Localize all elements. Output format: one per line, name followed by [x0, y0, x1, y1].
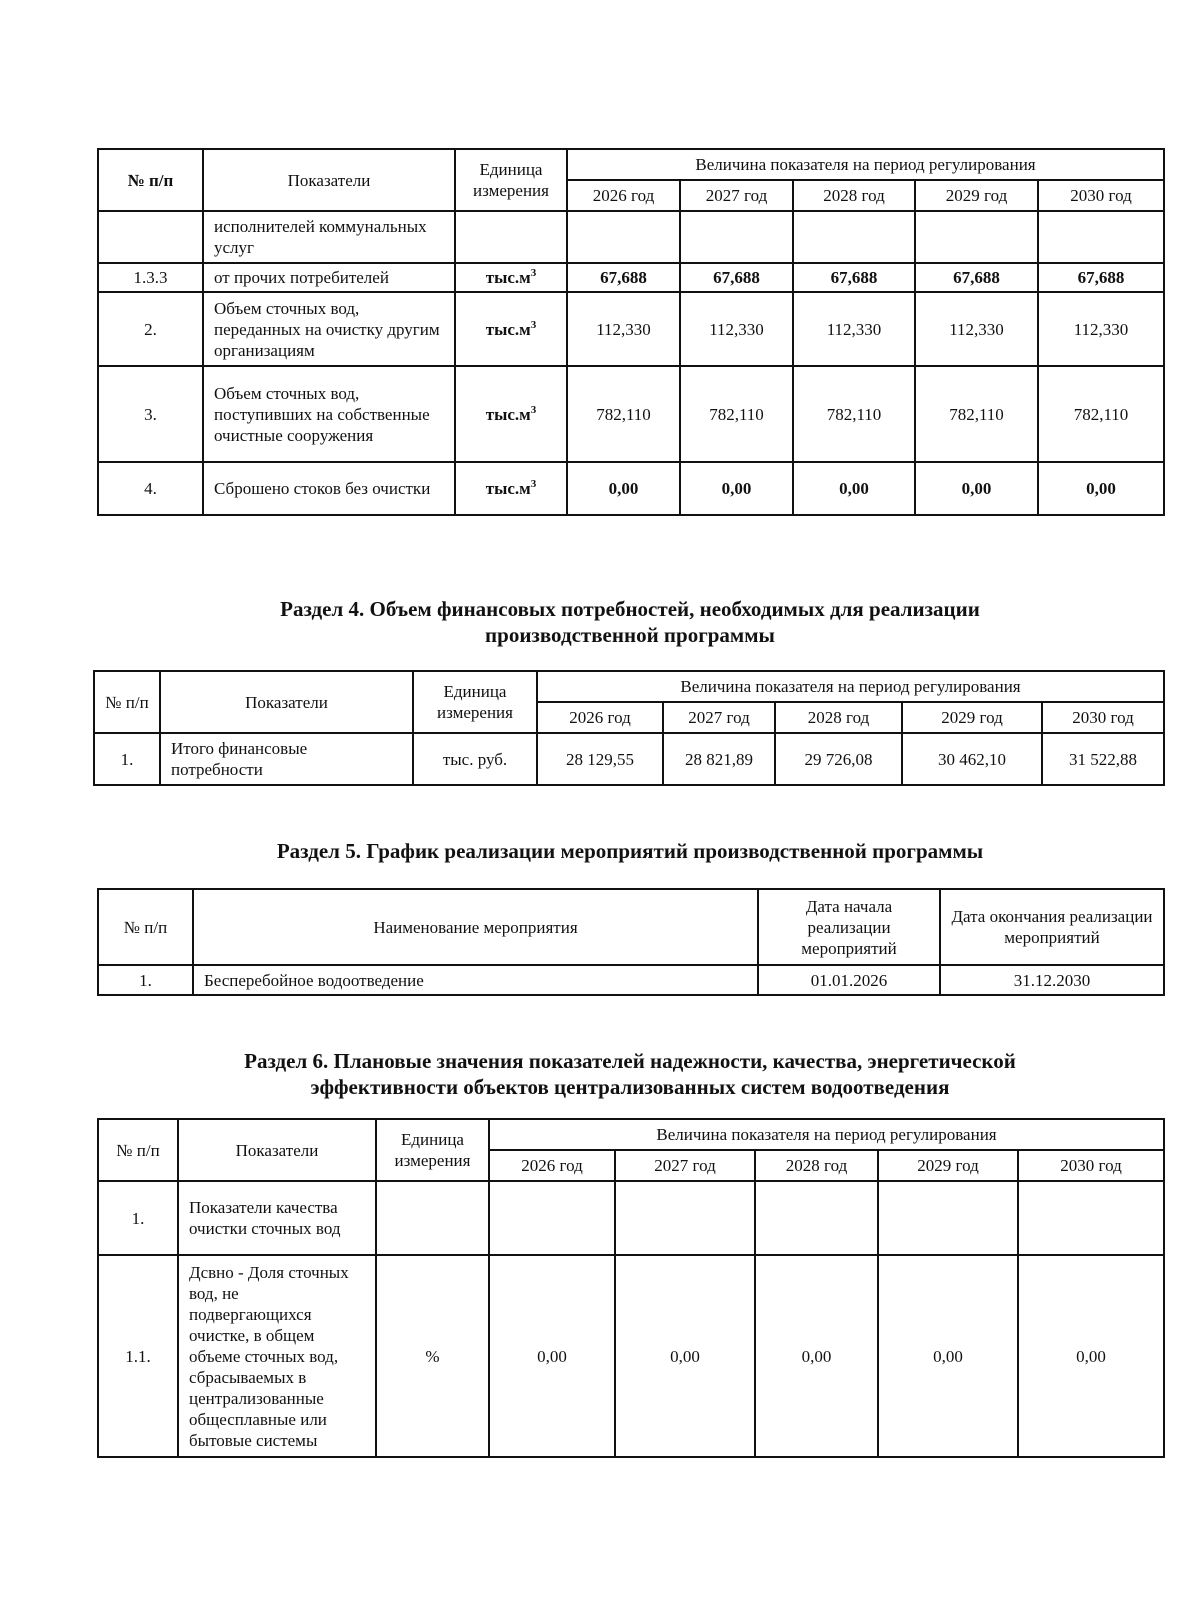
row-value: 0,00: [793, 462, 915, 515]
row-value: 67,688: [915, 263, 1038, 292]
header-num: № п/п: [98, 149, 203, 211]
row-name: Бесперебойное водоотведение: [193, 965, 758, 995]
header-indicator: Показатели: [160, 671, 413, 733]
row-value: 28 821,89: [663, 733, 775, 785]
row-value: 112,330: [793, 292, 915, 366]
header-start: Дата начала реализации мероприятий: [758, 889, 940, 965]
row-num: [98, 211, 203, 263]
row-value: [1018, 1181, 1164, 1255]
header-year: 2026 год: [567, 180, 680, 211]
header-year: 2030 год: [1038, 180, 1164, 211]
row-value: 782,110: [793, 366, 915, 462]
row-unit: [455, 211, 567, 263]
row-value: [793, 211, 915, 263]
section4-title: [97, 596, 1163, 648]
row-name: Итого финансовые потребности: [160, 733, 413, 785]
row-end: 31.12.2030: [940, 965, 1164, 995]
row-unit: [455, 292, 567, 366]
row-value: [878, 1181, 1018, 1255]
row-value: 31 522,88: [1042, 733, 1164, 785]
row-unit: [455, 366, 567, 462]
row-value: [615, 1181, 755, 1255]
table-schedule: [97, 888, 1165, 996]
row-value: [489, 1181, 615, 1255]
section4-title-line1: Раздел 4. Объем финансовых потребностей, необходимых для реализации: [280, 597, 980, 621]
header-num: № п/п: [98, 889, 193, 965]
row-num: 1.: [98, 1181, 178, 1255]
row-name: Объем сточных вод, поступивших на собственные очистные сооружения: [203, 366, 455, 462]
header-year: 2027 год: [663, 702, 775, 733]
section6-title-line1: Раздел 6. Плановые значения показателей надежности, качества, энергетической: [244, 1049, 1016, 1073]
row-value: 28 129,55: [537, 733, 663, 785]
row-value: 0,00: [680, 462, 793, 515]
row-value: 0,00: [1018, 1255, 1164, 1457]
row-value: 782,110: [680, 366, 793, 462]
header-num: № п/п: [98, 1119, 178, 1181]
section6-title-line2: эффективности объектов централизованных систем водоотведения: [310, 1075, 950, 1099]
row-value: [680, 211, 793, 263]
row-start: 01.01.2026: [758, 965, 940, 995]
header-indicator: Показатели: [178, 1119, 376, 1181]
unit-superscript: 3: [530, 318, 537, 331]
header-year: 2030 год: [1042, 702, 1164, 733]
header-year: 2028 год: [793, 180, 915, 211]
section5-title: Раздел 5. График реализации мероприятий производственной программы: [276, 839, 984, 863]
header-year: 2029 год: [915, 180, 1038, 211]
row-num: 1.3.3: [98, 263, 203, 292]
header-year: 2027 год: [680, 180, 793, 211]
row-value: 29 726,08: [775, 733, 902, 785]
row-value: 112,330: [915, 292, 1038, 366]
table-row: [94, 733, 1164, 785]
header-year: 2026 год: [489, 1150, 615, 1181]
unit-superscript: 3: [530, 403, 537, 416]
row-value: [1038, 211, 1164, 263]
row-num: 1.1.: [98, 1255, 178, 1457]
row-value: 112,330: [567, 292, 680, 366]
table-row: [98, 366, 1164, 462]
row-value: 0,00: [1038, 462, 1164, 515]
row-name: Показатели качества очистки сточных вод: [178, 1181, 376, 1255]
row-value: 30 462,10: [902, 733, 1042, 785]
row-unit: [455, 263, 567, 292]
row-num: 3.: [98, 366, 203, 462]
table-row: [98, 462, 1164, 515]
header-period: Величина показателя на период регулирования: [489, 1119, 1164, 1150]
header-unit: Единица измерения: [413, 671, 537, 733]
row-value: 782,110: [567, 366, 680, 462]
row-num: 1.: [98, 965, 193, 995]
unit-text: тыс.м: [485, 479, 531, 498]
table-row: [98, 965, 1164, 995]
header-year: 2029 год: [902, 702, 1042, 733]
row-value: [567, 211, 680, 263]
row-value: 782,110: [1038, 366, 1164, 462]
unit-text: тыс.м: [485, 268, 531, 287]
row-name: Сброшено стоков без очистки: [203, 462, 455, 515]
row-num: 2.: [98, 292, 203, 366]
row-value: 112,330: [1038, 292, 1164, 366]
header-period: Величина показателя на период регулирования: [567, 149, 1164, 180]
row-value: 0,00: [567, 462, 680, 515]
row-value: 0,00: [489, 1255, 615, 1457]
table-financial-needs: [93, 670, 1165, 786]
row-unit: [455, 462, 567, 515]
header-year: 2026 год: [537, 702, 663, 733]
row-value: 67,688: [680, 263, 793, 292]
row-value: 112,330: [680, 292, 793, 366]
row-value: 67,688: [567, 263, 680, 292]
header-year: 2030 год: [1018, 1150, 1164, 1181]
table-reliability: [97, 1118, 1165, 1458]
table-row: [98, 292, 1164, 366]
row-name: исполнителей коммунальных услуг: [203, 211, 455, 263]
header-unit: Единица измерения: [376, 1119, 489, 1181]
row-value: 0,00: [755, 1255, 878, 1457]
row-unit: [376, 1181, 489, 1255]
header-name: Наименование мероприятия: [193, 889, 758, 965]
section6-title: [97, 1048, 1163, 1100]
row-value: [755, 1181, 878, 1255]
table-row: [98, 1181, 1164, 1255]
row-name: от прочих потребителей: [203, 263, 455, 292]
row-unit: тыс. руб.: [413, 733, 537, 785]
row-num: 1.: [94, 733, 160, 785]
unit-superscript: 3: [530, 267, 537, 279]
row-num: 4.: [98, 462, 203, 515]
section4-title-line2: производственной программы: [485, 623, 775, 647]
unit-text: тыс.м: [485, 404, 531, 424]
row-value: [915, 211, 1038, 263]
row-unit: %: [376, 1255, 489, 1457]
row-value: 67,688: [1038, 263, 1164, 292]
row-value: 0,00: [915, 462, 1038, 515]
header-period: Величина показателя на период регулирования: [537, 671, 1164, 702]
table-row: [98, 263, 1164, 292]
unit-text: тыс.м: [485, 319, 531, 339]
row-value: 67,688: [793, 263, 915, 292]
header-indicator: Показатели: [203, 149, 455, 211]
row-value: 0,00: [878, 1255, 1018, 1457]
header-num: № п/п: [94, 671, 160, 733]
table-row: [98, 1255, 1164, 1457]
row-value: 782,110: [915, 366, 1038, 462]
header-end: Дата окончания реализации мероприятий: [940, 889, 1164, 965]
row-name: Дсвно - Доля сточных вод, не подвергающихся очистке, в общем объеме сточных вод, сбрасываемых в централизованные общесплавные или бытовые системы: [178, 1255, 376, 1457]
unit-superscript: 3: [530, 478, 537, 490]
header-unit: Единица измерения: [455, 149, 567, 211]
row-value: 0,00: [615, 1255, 755, 1457]
table-row: [98, 211, 1164, 263]
header-year: 2029 год: [878, 1150, 1018, 1181]
table-volumes: [97, 148, 1165, 516]
header-year: 2027 год: [615, 1150, 755, 1181]
header-year: 2028 год: [755, 1150, 878, 1181]
header-year: 2028 год: [775, 702, 902, 733]
row-name: Объем сточных вод, переданных на очистку другим организациям: [203, 292, 455, 366]
